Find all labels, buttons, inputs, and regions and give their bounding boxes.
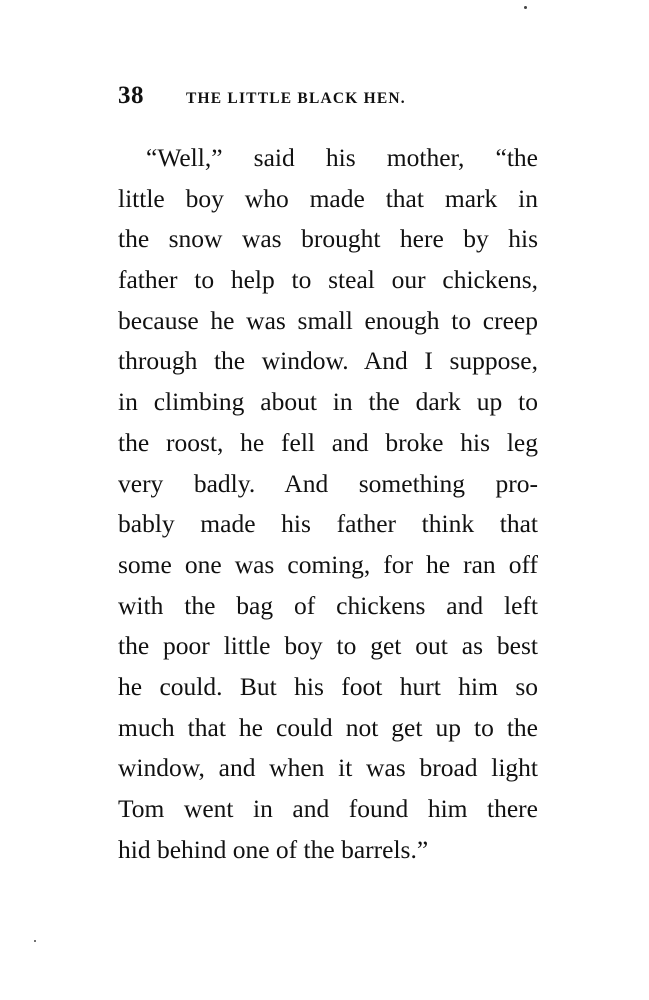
- text-line: window, and when it was broad light: [118, 753, 538, 783]
- paper-speck: [34, 940, 36, 942]
- page-number: 38: [118, 82, 144, 109]
- text-line: hid behind one of the barrels.”: [118, 834, 429, 864]
- text-line: Tom went in and found him there: [118, 794, 538, 823]
- running-title: THE LITTLE BLACK HEN.: [186, 90, 406, 107]
- text-line: bably made his father think that: [118, 509, 538, 539]
- text-line: father to help to steal our chickens,: [118, 265, 538, 295]
- text-line: because he was small enough to creep: [118, 305, 538, 335]
- text-line: in climbing about in the dark up to: [118, 387, 538, 417]
- text-line: the snow was brought here by his: [118, 224, 538, 254]
- text-line: the poor little boy to get out as best: [118, 631, 538, 661]
- text-line: with the bag of chickens and left: [118, 590, 538, 620]
- page-header: [118, 82, 538, 116]
- text-line: some one was coming, for he ran off: [118, 549, 538, 579]
- text-line: very badly. And something pro-: [118, 468, 538, 498]
- text-line: much that he could not get up to the: [118, 712, 538, 742]
- text-line: the roost, he fell and broke his leg: [118, 427, 538, 457]
- body-paragraph: [118, 138, 538, 870]
- text-line: “Well,” said his mother, “the: [146, 143, 538, 172]
- paper-speck: [524, 6, 527, 9]
- text-line: he could. But his foot hurt him so: [118, 671, 538, 701]
- text-line: through the window. And I suppose,: [118, 346, 538, 376]
- text-line: little boy who made that mark in: [118, 183, 538, 213]
